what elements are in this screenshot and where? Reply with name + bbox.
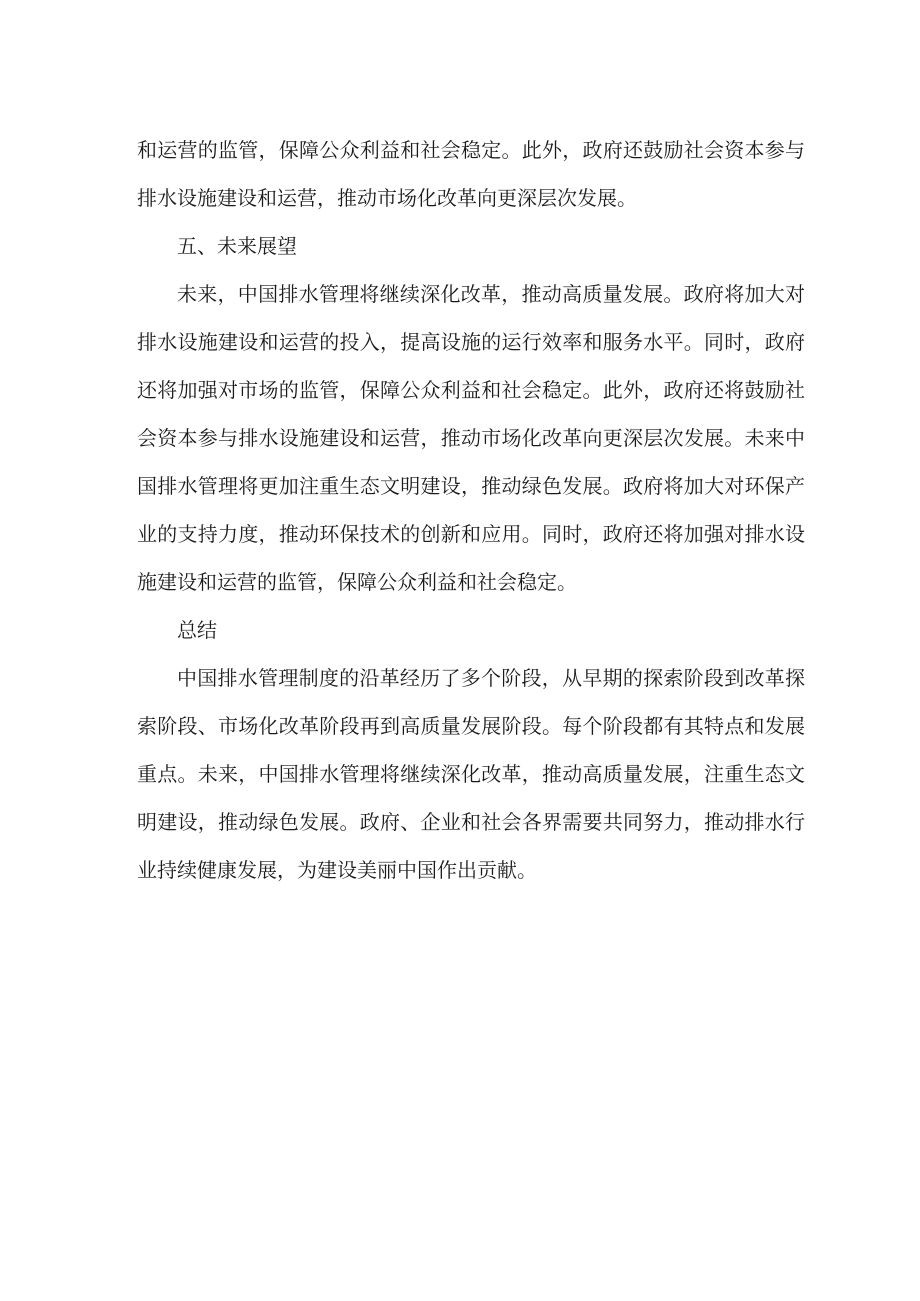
section-five-heading: 五、未来展望 <box>177 234 297 258</box>
summary-heading: 总结 <box>177 618 217 642</box>
document-body <box>137 126 805 894</box>
summary-paragraph: 中国排水管理制度的沿革经历了多个阶段，从早期的探索阶段到改革探索阶段、市场化改革阶段再到高质量发展阶段。每个阶段都有其特点和发展重点。未来，中国排水管理将继续深化改革，推动高质量发展，注重生态文明建设，推动绿色发展。政府、企业和社会各界需要共同努力，推动排水行业持续健康发展，为建设美丽中国作出贡献。 <box>137 666 805 882</box>
section-five-paragraph: 未来，中国排水管理将继续深化改革，推动高质量发展。政府将加大对排水设施建设和运营的投入，提高设施的运行效率和服务水平。同时，政府还将加强对市场的监管，保障公众利益和社会稳定。此外，政府还将鼓励社会资本参与排水设施建设和运营，推动市场化改革向更深层次发展。未来中国排水管理将更加注重生态文明建设，推动绿色发展。政府将加大对环保产业的支持力度，推动环保技术的创新和应用。同时，政府还将加强对排水设施建设和运营的监管，保障公众利益和社会稳定。 <box>137 282 805 594</box>
continuation-paragraph: 和运营的监管，保障公众利益和社会稳定。此外，政府还鼓励社会资本参与排水设施建设和运营，推动市场化改革向更深层次发展。 <box>137 138 805 210</box>
